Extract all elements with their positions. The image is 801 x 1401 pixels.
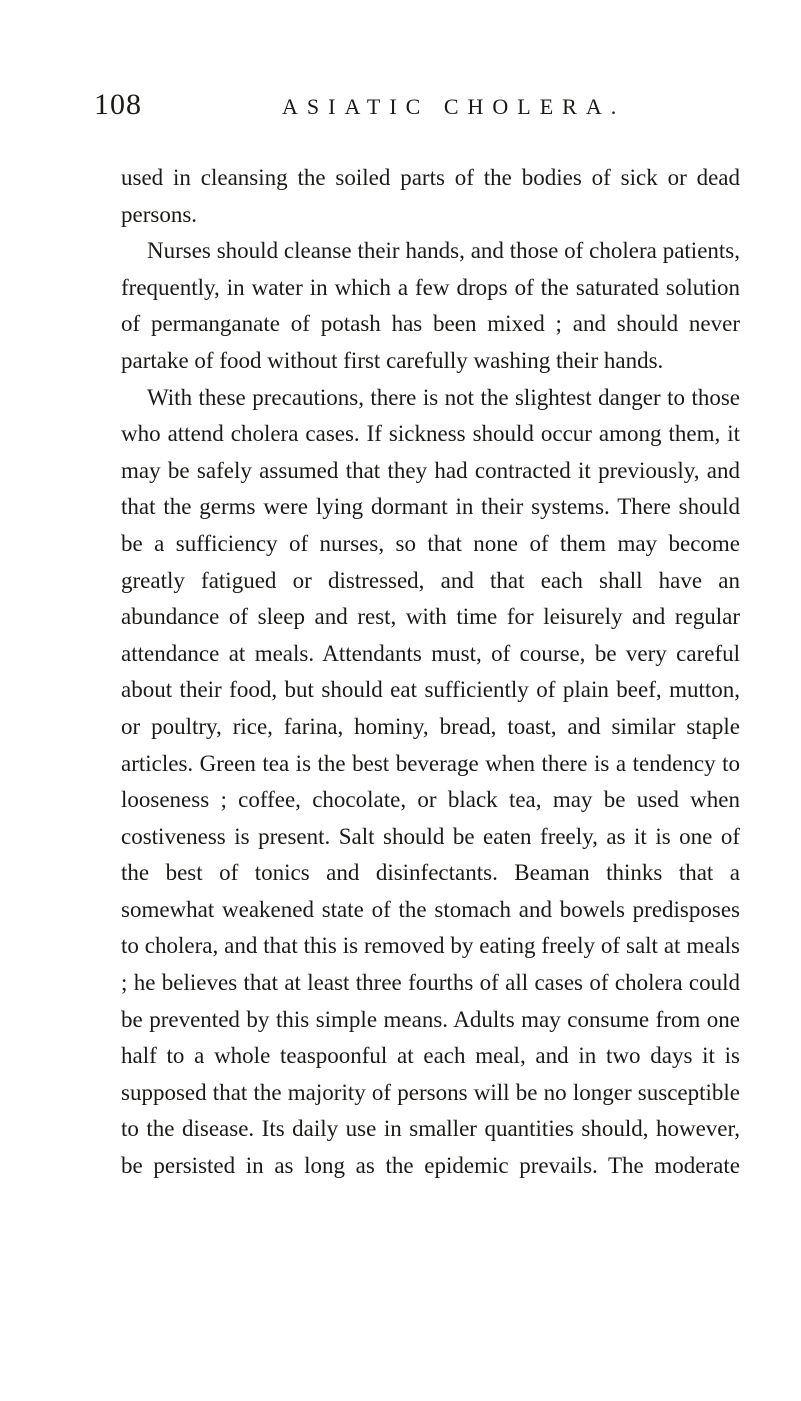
running-title: ASIATIC CHOLERA. (282, 94, 626, 119)
body-text (121, 160, 740, 1185)
paragraph-precautions: With these precautions, there is not the slightest danger to those who attend cholera cases. If sickness should occur among them, it may be safely assumed that they had contracted it previously, and that the germs were lying dormant in their systems. There should be a sufficiency of nurses, so that none of them may become greatly fatigued or distressed, and that each shall have an abundance of sleep and rest, with time for leisurely and regular attendance at meals. Attendants must, of course, be very careful about their food, but should eat sufficiently of plain beef, mutton, or poultry, rice, farina, hominy, bread, toast, and similar staple articles. Green tea is the best beverage when there is a tendency to looseness ; coffee, chocolate, or black tea, may be used when costiveness is present. Salt should be eaten freely, as it is one of the best of tonics and disinfectants. Beaman thinks that a somewhat weakened state of the stomach and bowels predisposes to cholera, and that this is removed by eating freely of salt at meals ; he believes that at least three fourths of all cases of cholera could be prevented by this simple means. Adults may consume from one half to a whole teaspoonful at each meal, and in two days it is supposed that the majority of persons will be no longer susceptible to the disease. Its daily use in smaller quantities should, however, be persisted in as long as the epidemic prevails. The moderate (121, 384, 740, 1179)
paragraph-continuation: used in cleansing the soiled parts of the bodies of sick or dead persons. (121, 165, 740, 227)
running-head (94, 88, 734, 128)
paragraph-nurses: Nurses should cleanse their hands, and those of cholera patients, frequently, in water in which a few drops of the saturated solution of permanganate of potash has been mixed ; and should never partake of food without first carefully washing their hands. (121, 238, 740, 373)
page-number: 108 (94, 88, 142, 121)
